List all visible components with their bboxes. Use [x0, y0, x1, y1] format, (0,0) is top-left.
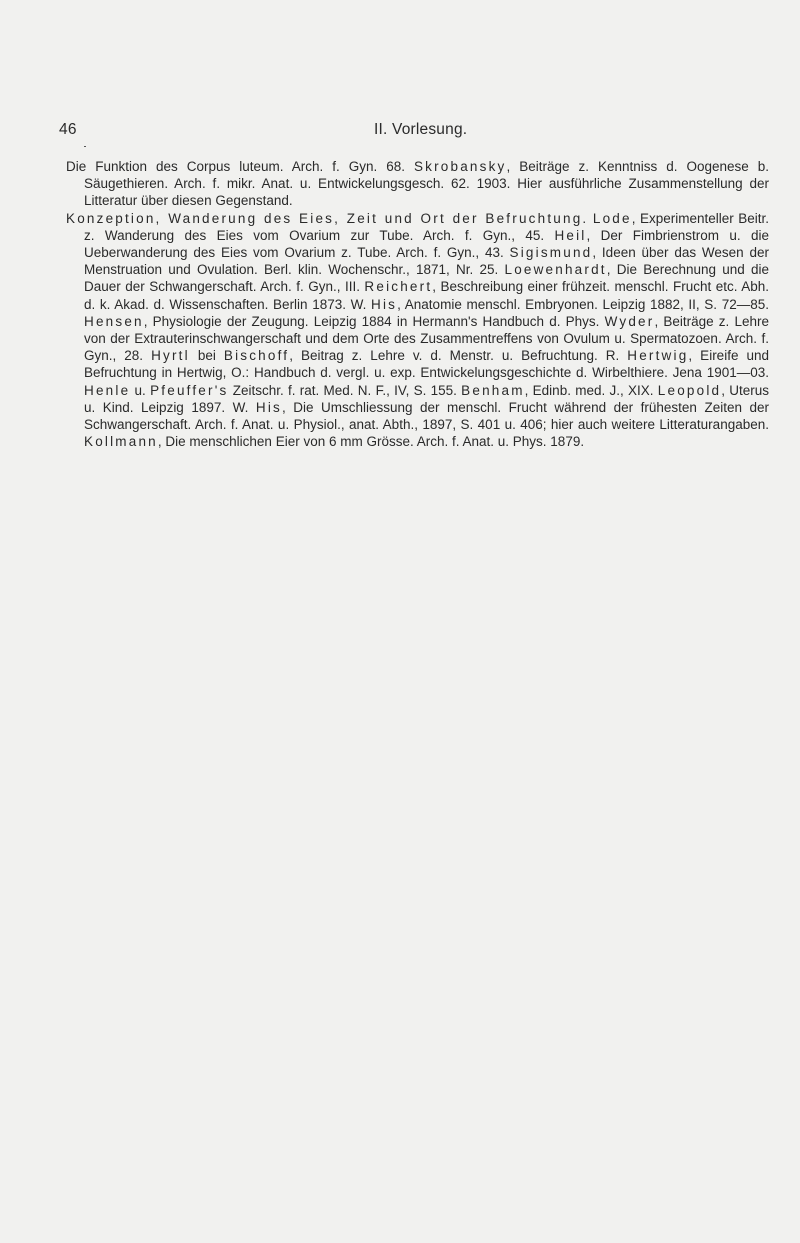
bibliography-entry — [66, 158, 769, 210]
citation-text: , Eireife und Befruchtung in Hertwig, O.: Handbuch d. vergl. u. exp. Entwickelungsgeschichte d. Wirbelthiere. Jena 1901—03. — [84, 348, 769, 381]
citation-text: u. — [130, 382, 151, 398]
author-name: His — [371, 296, 398, 312]
author-name: Loewenhardt — [504, 262, 607, 278]
bibliography-entry — [66, 210, 769, 451]
author-name: Skrobansky — [413, 159, 507, 174]
citation-text: , Die menschlichen Eier von 6 mm Grösse. Arch. f. Anat. u. Phys. 1879. — [157, 434, 585, 450]
citation-text: , Uterus u. Kind. Leipzig 1897. W. — [84, 382, 770, 415]
author-name: Kollmann — [84, 434, 158, 450]
citation-text: , Beiträge z. Lehre von der Extrauterinschwangerschaft und dem Orte des Zusammentreffens von Ovulum u. Spermatozoen. Arch. f. Gyn., 28. — [84, 313, 769, 364]
citation-text: Die Funktion des Corpus luteum. Arch. f. Gyn. 68. — [66, 159, 414, 174]
citation-text: , Experimenteller Beitr. z. Wanderung des Eies vom Ovarium zur Tube. Arch. f. Gyn., 45. — [84, 210, 769, 243]
author-name: Hyrtl — [151, 348, 190, 364]
author-name: Sigismund — [509, 245, 593, 261]
citation-text: , Physiologie der Zeugung. Leipzig 1884 in Hermann's Handbuch d. Phys. — [143, 313, 605, 329]
author-name: Henle — [84, 382, 131, 398]
bibliography-block — [66, 158, 769, 450]
author-name: Reichert — [364, 279, 433, 295]
citation-text: , Ideen über das Wesen der Menstruation und Ovulation. Berl. klin. Wochenschr., 1871, Nr. 25. — [84, 245, 770, 278]
author-name: Hertwig — [627, 348, 689, 364]
margin-mark — [84, 146, 86, 147]
author-name: Pfeuffer's — [150, 382, 229, 398]
author-name: Wyder — [604, 313, 655, 329]
citation-text: , Edinb. med. J., XIX. — [524, 382, 658, 398]
author-name: Heil — [554, 227, 587, 243]
citation-text: , Anatomie menschl. Embryonen. Leipzig 1882, II, S. 72—85. — [397, 296, 769, 312]
author-name: Hensen — [84, 313, 144, 329]
author-name: Benham — [461, 382, 525, 398]
author-name: Bischoff — [223, 348, 290, 364]
citation-text: bei — [189, 348, 224, 364]
author-name: Leopold — [657, 382, 722, 398]
citation-text: , Die Berechnung und die Dauer der Schwangerschaft. Arch. f. Gyn., III. — [84, 262, 770, 295]
citation-text: Zeitschr. f. rat. Med. N. F., IV, S. 155. — [228, 382, 462, 398]
citation-text: , Die Umschliessung der menschl. Frucht während der frühesten Zeiten der Schwangerschaft. Arch. f. Anat. u. Physiol., anat. Abth., 1897, S. 401 u. 406; hier auch weitere Litteraturangaben. — [84, 399, 769, 433]
author-name: Konzeption, Wanderung des Eies, Zeit und Ort der Befruchtung. — [66, 210, 589, 226]
author-name: Lode — [592, 210, 632, 226]
citation-text: , Beiträge z. Kenntniss d. Oogenese b. Säugethieren. Arch. f. mikr. Anat. u. Entwickelungsgesch. 62. 1903. Hier ausführliche Zusammenstellung der Litteratur über diesen Gegenstand. — [84, 159, 769, 209]
chapter-title: II. Vorlesung. — [374, 121, 468, 138]
citation-text: , Der Fimbrienstrom u. die Ueberwanderung des Eies vom Ovarium z. Tube. Arch. f. Gyn., 43. — [84, 227, 769, 261]
citation-text: , Beschreibung einer frühzeit. menschl. Frucht etc. Abh. d. k. Akad. d. Wissenschaften. Berlin 1873. W. — [84, 279, 770, 312]
citation-text: , Beitrag z. Lehre v. d. Menstr. u. Befruchtung. R. — [289, 348, 628, 364]
page-number: 46 — [59, 121, 77, 138]
author-name: His — [255, 399, 282, 415]
running-head — [0, 121, 800, 143]
